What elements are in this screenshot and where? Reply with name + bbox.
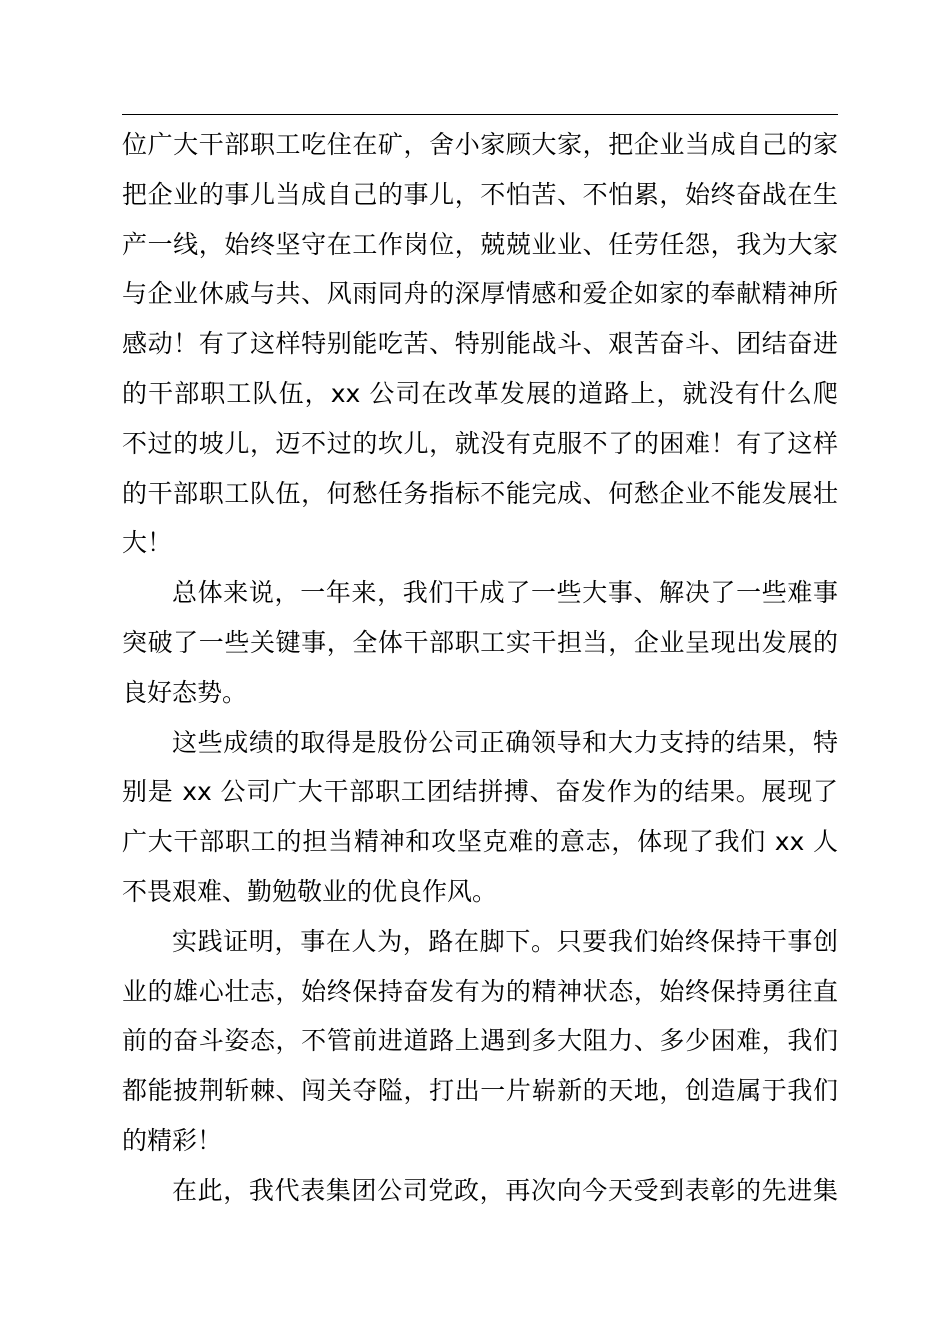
paragraph-first-line: 实践证明，事在人为，路在脚下。只要我们始终保持干事创 — [172, 926, 838, 956]
text-line: 良好态势。 — [122, 677, 248, 707]
paragraph-first-line: 这些成绩的取得是股份公司正确领导和大力支持的结果，特 — [172, 727, 838, 757]
text-line: 的干部职工队伍，xx 公司在改革发展的道路上，就没有什么爬 — [122, 378, 838, 408]
paragraph-first-line: 在此，我代表集团公司党政，再次向今天受到表彰的先进集 — [172, 1175, 838, 1205]
paragraph-first-line: 总体来说，一年来，我们干成了一些大事、解决了一些难事 — [172, 578, 838, 608]
text-line: 把企业的事儿当成自己的事儿，不怕苦、不怕累，始终奋战在生 — [122, 179, 838, 209]
text-line: 都能披荆斩棘、闯关夺隘，打出一片崭新的天地，创造属于我们 — [122, 1076, 838, 1106]
text-line: 前的奋斗姿态，不管前进道路上遇到多大阻力、多少困难，我们 — [122, 1026, 838, 1056]
text-line: 别是 xx 公司广大干部职工团结拼搏、奋发作为的结果。展现了 — [122, 777, 838, 807]
text-line: 位广大干部职工吃住在矿，舍小家顾大家，把企业当成自己的家 — [122, 130, 838, 159]
text-line: 感动！有了这样特别能吃苦、特别能战斗、艰苦奋斗、团结奋进 — [122, 329, 838, 359]
text-line: 的精彩！ — [122, 1125, 223, 1155]
text-line: 产一线，始终坚守在工作岗位，兢兢业业、任劳任怨，我为大家 — [122, 229, 838, 259]
text-line: 不过的坡儿，迈不过的坎儿，就没有克服不了的困难！有了这样 — [122, 428, 838, 458]
text-line: 的干部职工队伍，何愁任务指标不能完成、何愁企业不能发展壮 — [122, 478, 838, 508]
text-line: 大！ — [122, 528, 173, 558]
header-rule — [122, 114, 838, 115]
text-line: 不畏艰难、勤勉敬业的优良作风。 — [122, 876, 498, 906]
text-line: 业的雄心壮志，始终保持奋发有为的精神状态，始终保持勇往直 — [122, 976, 838, 1006]
body-text — [122, 120, 838, 1216]
text-line: 突破了一些关键事，全体干部职工实干担当，企业呈现出发展的 — [122, 627, 838, 657]
text-line: 与企业休戚与共、风雨同舟的深厚情感和爱企如家的奉献精神所 — [122, 279, 838, 309]
text-line: 广大干部职工的担当精神和攻坚克难的意志，体现了我们 xx 人 — [122, 827, 838, 857]
